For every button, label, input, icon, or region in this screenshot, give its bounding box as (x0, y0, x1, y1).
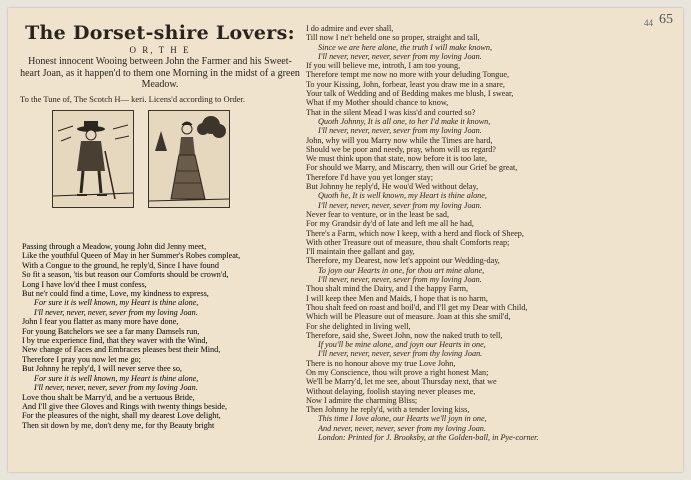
verse-line: For my Grandsir dy'd of late and left me all he had, (306, 219, 474, 229)
page-mark: 44 (644, 18, 653, 28)
verse-line: Therefore, my Dearest, now let's appoint our Wedding-day, (306, 256, 500, 266)
verse-line: Now I admire the charming Bliss; (306, 395, 418, 405)
verse-line: New change of Faces and Embraces pleases best their Mind, (22, 345, 221, 355)
verse-line: But ne'r could find a time, Love, my kindness to express, (22, 289, 209, 299)
verse-line: But Johnny he reply'd, I will never serve thee so, (22, 364, 182, 374)
verse-line: London: Printed for J. Brooksby, at the Golden-ball, in Pye-corner. (318, 433, 539, 443)
verse-line: Love thou shalt be Marry'd, and be a vertuous Bride, (22, 392, 195, 402)
left-verses (22, 242, 312, 430)
verse-line: Quoth he, It is well known, my Heart is thine alone, (318, 191, 487, 201)
verse-line: And never, never, never, sever from my loving Joan. (318, 423, 486, 433)
verse-line: I'll never, never, never, sever from my loving Joan. (34, 383, 198, 393)
right-verses (306, 24, 678, 442)
verse-line: Which will be Pleasure out of measure. Joan at this she smil'd, (306, 312, 511, 322)
verse-line: If you will believe me, introth, I am too young, (306, 61, 461, 71)
verse-line: Therefore tempt me now no more with your deluding Tongue, (306, 70, 510, 80)
verse-line: Therefore, said she, Sweet John, now the naked truth to tell, (306, 330, 503, 340)
verse-line: Passing through a Meadow, young John did Jenny meet, (22, 242, 207, 251)
verse-line: I'll maintain thee gallant and gay, (306, 247, 415, 257)
verse-line: For sure it is well known, my Heart is thine alone, (34, 298, 199, 308)
verse-line: Like the youthful Queen of May in her Summer's Robes compleat, (22, 251, 241, 261)
verse-line: John, why will you Marry now while the Times are hard, (306, 135, 493, 145)
verse-line: To joyn our Hearts in one, for thou art mine alone, (318, 265, 485, 275)
verse-line: Quoth Johnny, It is all one, to her I'd make it known, (318, 116, 491, 126)
verse-line: I'll never, never, never, sever from my loving Joan. (318, 51, 482, 61)
verse-line: If you'll be mine alone, and joyn our Hearts in one, (318, 340, 486, 350)
left-column (20, 22, 300, 210)
verse-line: I'll never, never, never, sever from thy loving Joan. (318, 349, 483, 359)
or-the-line: O R, T H E (129, 45, 191, 55)
verse-line: Therefore I'd have you yet longer stay; (306, 172, 433, 182)
ballad-subtitle: Honest innocent Wooing between John the Farmer and his Sweet-heart Joan, as it happen'd to them one Morning in the midst of a green Meadow. (20, 56, 300, 90)
verse-line: Never fear to venture, or in the least be sad, (306, 209, 449, 219)
verse-line: This time I love alone, our Hearts we'll joyn in one, (318, 414, 487, 424)
verse-line: Should we be poor and needy, pray, whom will us regard? (306, 144, 496, 154)
verse-line: What if my Mother should chance to know, (306, 98, 449, 108)
verse-line: For sure it is well known, my Heart is thine alone, (34, 373, 199, 383)
verse-line: I by true experience find, that they waver with the Wind, (22, 336, 208, 346)
verse-line: Therefore I pray you now let me go; (22, 354, 141, 364)
verse-line: Since we are here alone, the truth I will make known, (318, 42, 493, 52)
verse-line: I'll never, never, never, sever from my loving Joan. (318, 275, 482, 285)
verse-line: So fit a season, 'tis but reason our Comforts should be crown'd, (22, 270, 229, 280)
verse-line: I'll never, never, never, sever from my loving Joan. (318, 200, 482, 210)
verse-line: Till now I ne'r beheld one so proper, straight and tall, (306, 33, 480, 43)
verse-line: To your Kissing, John, forbear, least you draw me in a snare, (306, 79, 505, 89)
verse-line: Thou shalt feed on roast and boil'd, and I'll get my Dear with Child, (306, 302, 528, 312)
woodcut-illustrations (20, 110, 300, 210)
verse-line: There's a Farm, which now I keep, with a herd and flock of Sheep, (306, 228, 524, 238)
broadside-sheet (8, 8, 683, 472)
verse-line: Thou shalt mind the Dairy, and I the happy Farm, (306, 284, 469, 294)
verse-line: And I'll give thee Gloves and Rings with twenty things beside, (22, 401, 227, 411)
verse-line: For should we Marry, and Miscarry, then will our Grief be great, (306, 163, 518, 173)
verse-line: For young Batchelors we see a far many Damsels run, (22, 326, 200, 336)
ballad-title: The Dorset-shire Lovers: (25, 22, 295, 44)
verse-line: Then sit down by me, don't deny me, for thy Beauty bright (22, 420, 215, 430)
verse-line: That in the silent Mead I was kiss'd and courted so? (306, 107, 476, 117)
verse-line: I'll never, never, never, sever from my loving Joan. (34, 307, 198, 317)
verse-line: On my Conscience, thou wilt prove a right honest Man; (306, 367, 489, 377)
page-number: 65 (659, 12, 673, 27)
verse-line: I will keep thee Men and Maids, I hope that is no harm, (306, 293, 488, 303)
verse-line: Without delaying, foolish staying never pleases me, (306, 386, 476, 396)
verse-line: We must think upon that state, now before it is too late, (306, 154, 488, 164)
verse-line: I do admire and ever shall, (306, 24, 394, 33)
verse-line: But Johnny he reply'd, He wou'd Wed without delay, (306, 182, 479, 192)
verse-line: Long I have lov'd thee I must confess, (22, 279, 147, 289)
verse-line: Your talk of Wedding and of Bedding makes me blush, I swear, (306, 89, 514, 99)
verse-line: There is no honour above my true Love John, (306, 358, 456, 368)
verse-line: With other Treasure out of measure, thou shalt Comforts reap; (306, 237, 510, 247)
verse-line: I'll never, never, never, sever from my loving Joan. (318, 126, 482, 136)
verse-line: We'll be Marry'd, let me see, about Thursday next, that we (306, 377, 497, 387)
verse-line: Then Johnny he reply'd, with a tender loving kiss, (306, 405, 470, 415)
woodcut-lady (148, 110, 230, 208)
verse-line: For she delighted in living well, (306, 321, 411, 331)
verse-line: John I fear you flatter as many more have done, (22, 317, 179, 327)
woodcut-farmer (52, 110, 134, 208)
verse-line: With a Congue to the ground, he reply'd, Since I have found (22, 260, 219, 270)
verse-line: For the pleasures of the night, shall my dearest Love delight, (22, 411, 221, 421)
tune-line: To the Tune of, The Scotch H— keri. Licens'd according to Order. (20, 93, 246, 104)
